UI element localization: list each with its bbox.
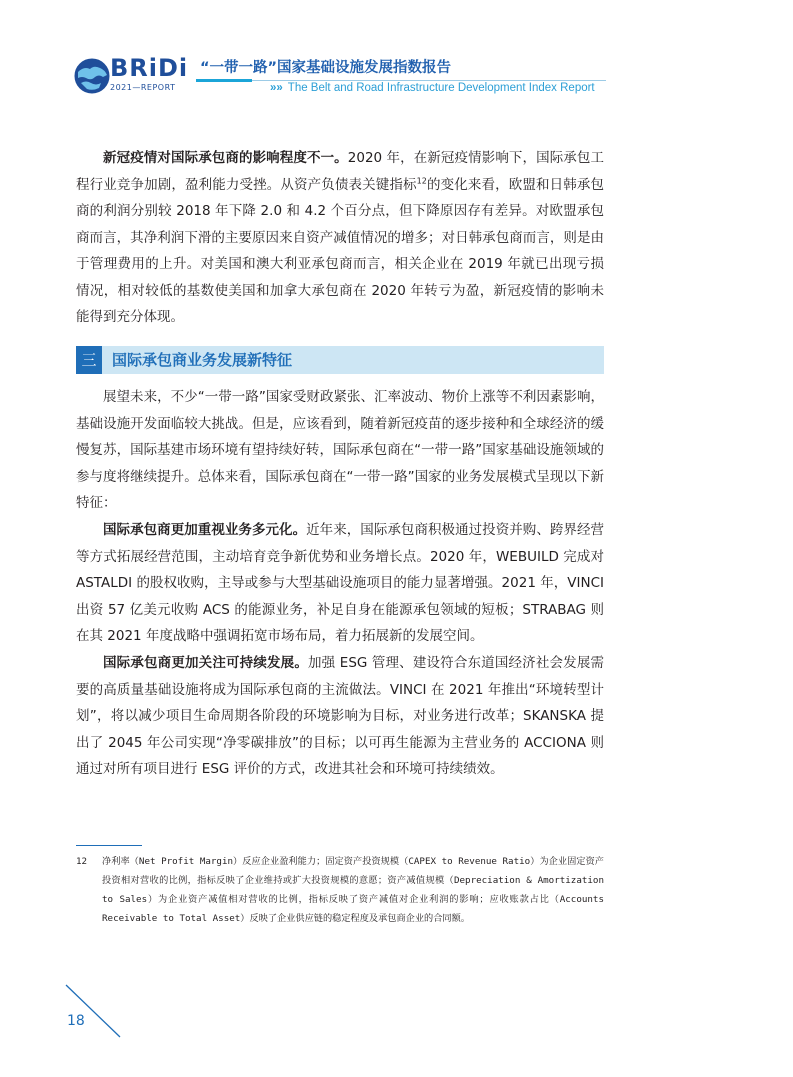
page-number: 18 [67, 1013, 85, 1029]
header-accent-rule [196, 79, 252, 82]
header-rule [252, 80, 606, 81]
chevron-right-icon: »» [270, 82, 283, 94]
bridi-logo [72, 52, 192, 98]
logo-wordmark: BRiDi [110, 54, 189, 82]
paragraph-covid-impact [76, 145, 604, 331]
footnote-divider [76, 845, 142, 846]
paragraph-lead: 国际承包商更加重视业务多元化。 [103, 522, 307, 538]
section-title: 国际承包商业务发展新特征 [112, 351, 293, 369]
page-header [0, 0, 793, 110]
paragraph-text: 加强 ESG 管理、建设符合东道国经济社会发展需要的高质量基础设施将成为国际承包商的主流做法。VINCI 在 2021 年推出“环境转型计划”，将以减少项目生命周期各阶段的环境影响为目标，对业务进行改革；SKANSKA 提出了 2045 年公司实现“净零碳排放”的目标；以可再生能源为主营业务的 ACCIONA 则通过对所有项目进行 ESG 评价的方式，改进其社会和环境可持续绩效。 [76, 655, 604, 777]
paragraph-text: 的变化来看，欧盟和日韩承包商的利润分别较 2018 年下降 2.0 和 4.2 个百分点，但下降原因存有差异。对欧盟承包商而言，其净利润下滑的主要原因来自资产减值情况的增多；对日韩承包商而言，则是由于管理费用的上升。对美国和澳大利亚承包商而言，相关企业在 2019 年就已出现亏损情况，相对较低的基数使美国和加拿大承包商在 2020 年转亏为盈，新冠疫情的影响未能得到充分体现。 [76, 176, 605, 325]
footnote-number: 12 [76, 856, 88, 867]
paragraph-text: 展望未来，不少“一带一路”国家受财政紧张、汇率波动、物价上涨等不利因素影响，基础设施开发面临较大挑战。但是，应该看到，随着新冠疫苗的逐步接种和全球经济的缓慢复苏，国际基建市场环境有望持续好转，国际承包商在“一带一路”国家基础设施领域的参与度将继续提升。总体来看，国际承包商在“一带一路”国家的业务发展模式呈现以下新特征： [76, 389, 604, 511]
paragraph-sustainability [76, 650, 604, 783]
footnote-ref: 12 [416, 176, 427, 185]
paragraph-text: 近年来，国际承包商积极通过投资并购、跨界经营等方式拓展经营范围，主动培育竞争新优势和业务增长点。2020 年，WEBUILD 完成对 ASTALDI 的股权收购，主导或参与大型基础设施项目的能力显著增强。2021 年，VINCI 出资 57 亿美元收购 ACS 的能源业务，补足自身在能源承包领域的短板；STRABAG 则在其 2021 年度战略中强调拓宽市场布局，着力拓展新的发展空间。 [76, 522, 609, 644]
footnote-text: 净利率（Net Profit Margin）反应企业盈利能力；固定资产投资规模（CAPEX to Revenue Ratio）为企业固定资产投资相对营收的比例，指标反映了企业维持或扩大投资规模的意愿；资产减值规模（Depreciation & Amortization to Sales）为企业资产减值相对营收的比例，指标反映了资产减值对企业利润的影响；应收账款占比（Accounts Receivable to Total Asset）反映了企业供应链的稳定程度及承包商企业的合同额。 [102, 856, 610, 924]
paragraph-diversification [76, 517, 609, 650]
paragraph-outlook [76, 384, 604, 517]
globe-icon [72, 56, 112, 96]
logo-subtitle: 2021—REPORT [110, 83, 176, 92]
report-title-cn: “一带一路”国家基础设施发展指数报告 [200, 60, 452, 76]
paragraph-text: 2020 年，在新冠疫情影响下，国际承包工程行业竞争加剧，盈利能力受挫。从资产负债表关键指标 [76, 150, 605, 193]
paragraph-lead: 国际承包商更加关注可持续发展。 [103, 655, 309, 671]
paragraph-lead: 新冠疫情对国际承包商的影响程度不一。 [103, 150, 348, 166]
footnote [76, 852, 610, 928]
report-title-en [270, 82, 595, 94]
section-number: 三 [76, 346, 102, 374]
report-title-en-text: The Belt and Road Infrastructure Development Index Report [287, 82, 595, 94]
section-heading [76, 346, 604, 374]
